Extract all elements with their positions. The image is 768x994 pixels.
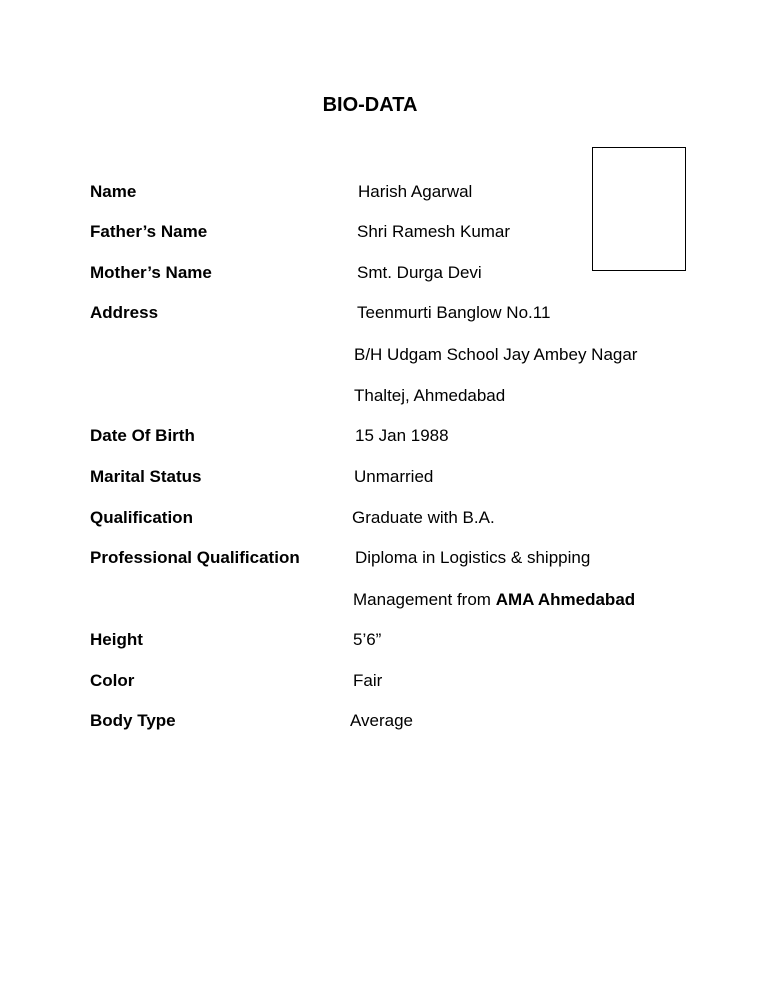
- address-line-3: Thaltej, Ahmedabad: [354, 386, 506, 405]
- page-title: BIO-DATA: [322, 94, 418, 116]
- address-line-2: B/H Udgam School Jay Ambey Nagar: [354, 345, 638, 364]
- address-label: Address: [90, 303, 159, 322]
- marital-status-label: Marital Status: [90, 467, 202, 486]
- height-value: 5’6”: [353, 630, 382, 649]
- professional-qualification-line-2-text: Management from: [353, 590, 496, 609]
- professional-qualification-line-1: Diploma in Logistics & shipping: [355, 548, 591, 567]
- body-type-label: Body Type: [90, 711, 176, 730]
- professional-qualification-line-2: [353, 589, 635, 611]
- color-value: Fair: [353, 671, 383, 690]
- professional-qualification-label: Professional Qualification: [90, 548, 300, 567]
- mother-name-value: Smt. Durga Devi: [357, 263, 482, 282]
- dob-value: 15 Jan 1988: [355, 426, 449, 445]
- photo-placeholder: [592, 147, 686, 271]
- qualification-value: Graduate with B.A.: [352, 508, 495, 527]
- dob-label: Date Of Birth: [90, 426, 195, 445]
- institute-name: AMA Ahmedabad: [495, 590, 636, 609]
- qualification-label: Qualification: [90, 508, 193, 527]
- marital-status-value: Unmarried: [354, 467, 434, 486]
- father-name-label: Father’s Name: [90, 222, 208, 241]
- name-value: Harish Agarwal: [358, 182, 473, 201]
- name-label: Name: [90, 182, 137, 201]
- body-type-value: Average: [350, 711, 414, 730]
- address-line-1: Teenmurti Banglow No.11: [357, 303, 551, 322]
- height-label: Height: [90, 630, 143, 649]
- color-label: Color: [90, 671, 135, 690]
- father-name-value: Shri Ramesh Kumar: [357, 222, 511, 241]
- mother-name-label: Mother’s Name: [90, 263, 212, 282]
